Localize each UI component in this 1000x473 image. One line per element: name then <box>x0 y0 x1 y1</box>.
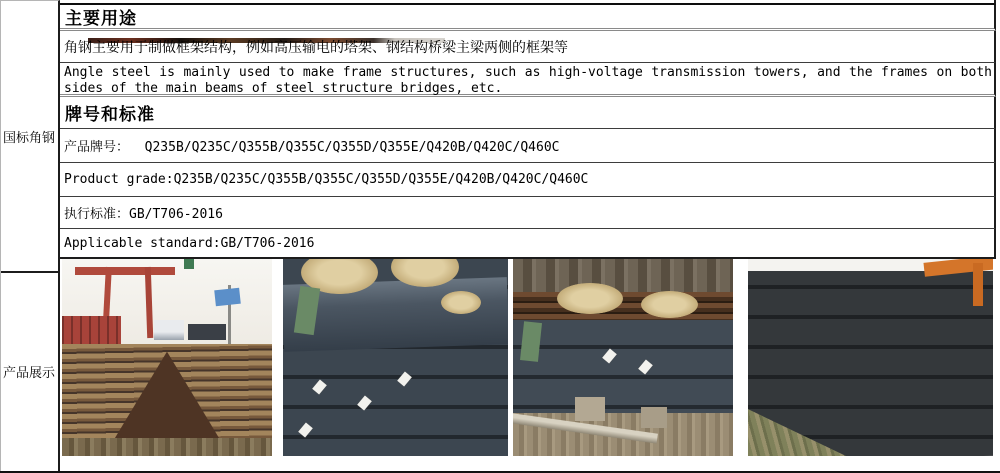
crane-hoist <box>184 259 195 269</box>
background-steel-bars <box>513 292 733 320</box>
concrete-block <box>575 397 606 421</box>
product-grade-cn: 产品牌号： Q235B/Q235C/Q355B/Q355C/Q355D/Q355E/Q420B/Q420C/Q460C <box>60 129 996 163</box>
grade-header: 牌号和标准 <box>60 97 996 129</box>
row-label-gallery <box>1 273 58 470</box>
standard-en: Applicable standard:GB/T706-2016 <box>60 229 996 259</box>
row-label-column <box>0 0 60 472</box>
white-truck <box>154 320 183 340</box>
dirt-ground <box>62 438 272 456</box>
standard-cn: 执行标准：GB/T706-2016 <box>60 197 996 229</box>
straw-tuft <box>557 283 623 315</box>
product-photo-2 <box>283 259 508 456</box>
product-photo-3 <box>513 259 733 456</box>
gantry-crane-beam <box>75 267 176 275</box>
product-photo-gallery <box>60 259 996 456</box>
spec-label-text: 国标角钢 <box>3 130 56 146</box>
straw-tuft <box>441 291 482 315</box>
dark-containers <box>188 324 226 340</box>
product-grade-en: Product grade:Q235B/Q235C/Q355B/Q355C/Q355D/Q355E/Q420B/Q420C/Q460C <box>60 163 996 197</box>
concrete-block <box>641 407 667 429</box>
red-shipping-containers <box>62 316 121 346</box>
product-photo-4 <box>748 259 993 456</box>
content-column <box>60 0 1000 456</box>
bundle-row-shading <box>748 259 993 456</box>
gallery-label-text: 产品展示 <box>3 366 56 381</box>
orange-rack-post <box>973 263 983 306</box>
row-label-spec <box>1 1 58 273</box>
usage-text-en: Angle steel is mainly used to make frame structures, such as high-voltage transmission towers, and the frames on both sides of the main beams of steel structure bridges, etc. <box>60 63 996 97</box>
usage-header: 主要用途 <box>60 5 996 31</box>
product-photo-1 <box>62 259 272 456</box>
straw-tuft <box>641 291 698 319</box>
usage-text-cn: 角钢主要用于制做框架结构，例如高压输电的塔架、钢结构桥梁主梁两侧的框架等 <box>60 31 996 63</box>
blue-sign-board <box>215 287 242 305</box>
wood-plank-fence <box>513 259 733 292</box>
